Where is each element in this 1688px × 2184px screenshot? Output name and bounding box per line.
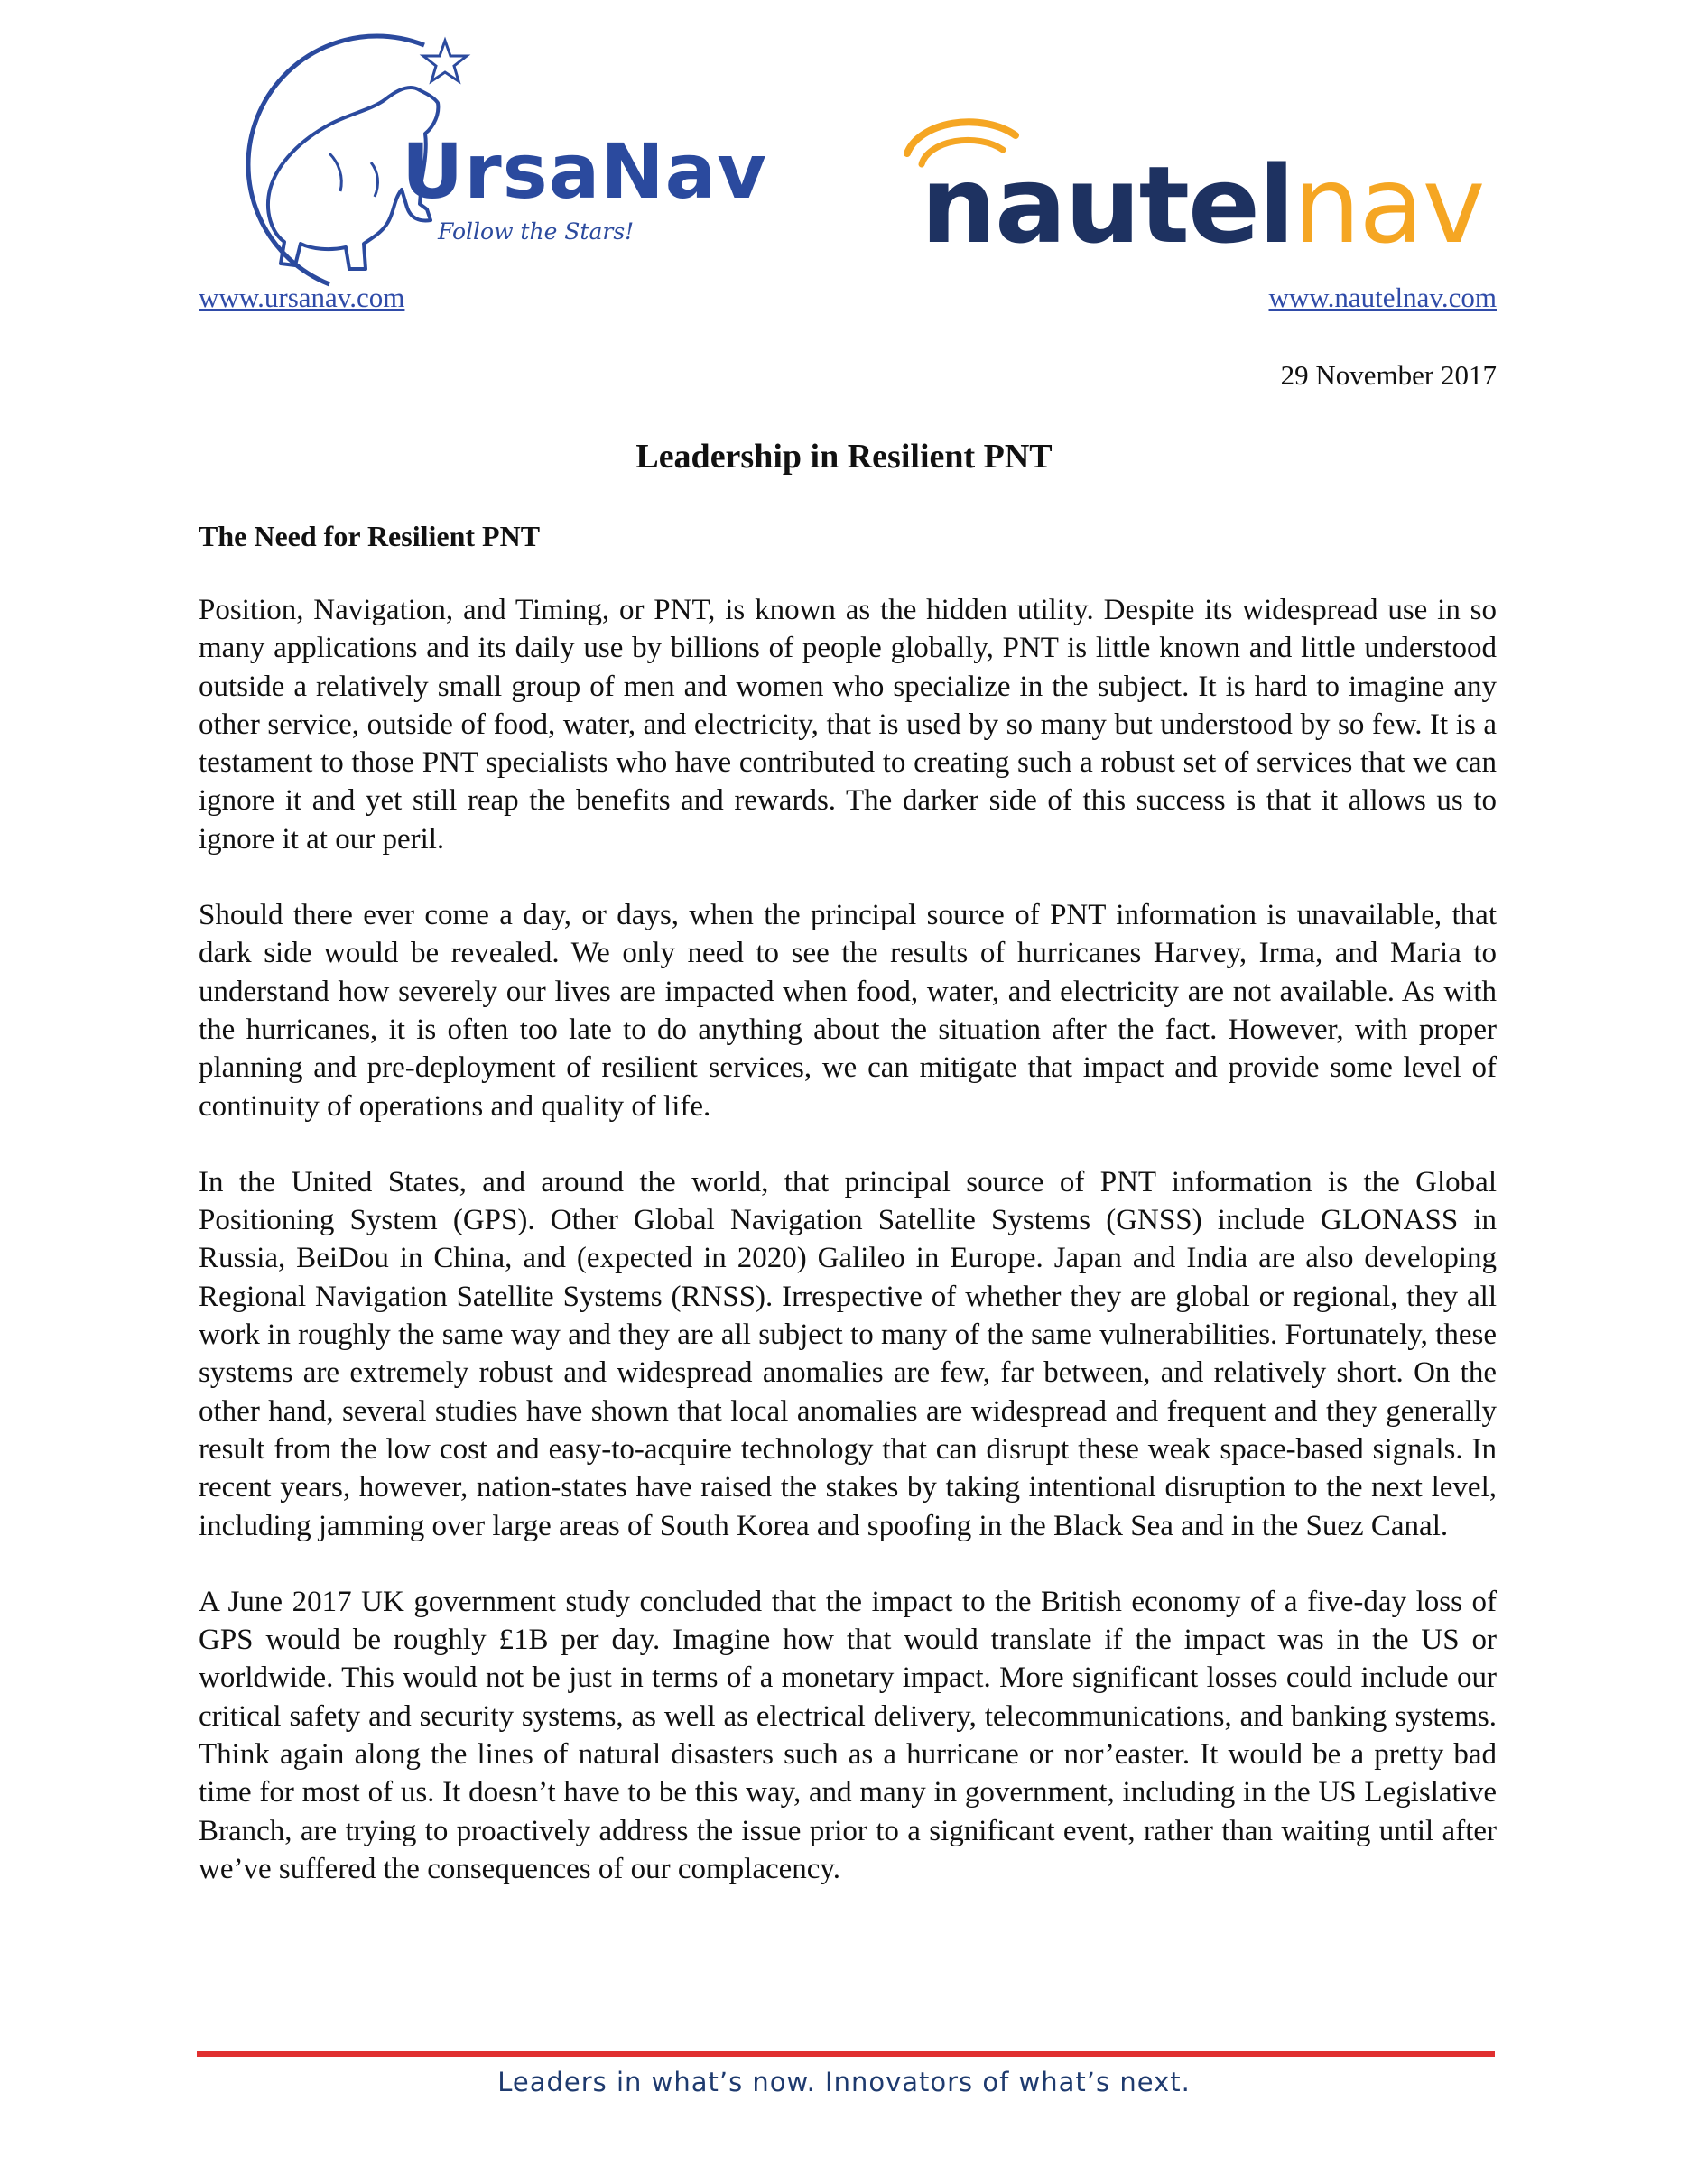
letter-body	[199, 591, 1497, 1926]
paragraph: Should there ever come a day, or days, when the principal source of PNT information is unavailable, that dark side would be revealed. We only need to see the results of hurricanes Harvey, Irma, and Maria to understand how severely our lives are impacted when food, water, and electricity are not available. As with the hurricanes, it is often too late to do anything about the situation after the fact. However, with proper planning and pre-deployment of resilient services, we can mitigate that impact and provide some level of continuity of operations and quality of life.	[199, 899, 1497, 1123]
paragraph: A June 2017 UK government study concluded that the impact to the British economy of a five-day loss of GPS would be roughly £1B per day. Imagine how that would translate if the impact was in the US or worldwide. This would not be just in terms of a monetary impact. More significant losses could include our critical safety and security systems, as well as electrical delivery, telecommunications, and banking systems. Think again along the lines of natural disasters such as a hurricane or nor’easter. It would be a pretty bad time for most of us. It doesn’t have to be this way, and many in government, including in the US Legislative Branch, are trying to proactively address the issue prior to a significant event, rather than waiting until after we’ve suffered the consequences of our complacency.	[199, 1585, 1497, 1885]
ursanav-wordmark: UrsaNav	[402, 127, 768, 216]
nautelnav-wordmark	[921, 143, 1484, 267]
ursanav-tagline: Follow the Stars!	[438, 218, 635, 245]
nautelnav-wordmark-part2: nav	[1293, 143, 1484, 267]
star-icon	[423, 41, 467, 81]
letter-title: Leadership in Resilient PNT	[635, 438, 1053, 476]
ursanav-link[interactable]: www.ursanav.com	[199, 282, 405, 313]
paragraph: In the United States, and around the world, that principal source of PNT information is the Global Positioning System (GPS). Other Global Navigation Satellite Systems (GNSS) include GLONASS in Russia, BeiDou in China, and (expected in 2020) Galileo in Europe. Japan and India are also developing Regional Navigation Satellite Systems (RNSS). Irrespective of whether they are global or regional, they all work in roughly the same way and they are all subject to many of the same vulnerabilities. Fortunately, these systems are extremely robust and widespread anomalies are few, far between, and relatively short. On the other hand, several studies have shown that local anomalies are widespread and frequent and they generally result from the low cost and easy-to-acquire technology that can disrupt these weak space-based signals. In recent years, however, nation-states have raised the stakes by taking intentional disruption to the next level, including jamming over large areas of South Korea and spoofing in the Black Sea and in the Suez Canal.	[199, 1165, 1497, 1542]
paragraph: Position, Navigation, and Timing, or PNT, is known as the hidden utility. Despite its widespread use in so many applications and its daily use by billions of people globally, PNT is little known and little understood outside a relatively small group of men and women who specialize in the subject. It is hard to imagine any other service, outside of food, water, and electricity, that is used by so many but understood by so few. It is a testament to those PNT specialists who have contributed to creating such a robust set of services that we can ignore it and yet still reap the benefits and rewards. The darker side of this success is that it allows us to ignore it at our peril.	[199, 594, 1497, 856]
footer-divider	[197, 2051, 1495, 2057]
section-heading: The Need for Resilient PNT	[199, 520, 541, 552]
letter-date: 29 November 2017	[1280, 359, 1497, 391]
nautelnav-link[interactable]: www.nautelnav.com	[1268, 282, 1497, 313]
nautelnav-wordmark-part1: nautel	[921, 143, 1294, 267]
footer-slogan: Leaders in what’s now. Innovators of what’s next.	[497, 2067, 1191, 2097]
